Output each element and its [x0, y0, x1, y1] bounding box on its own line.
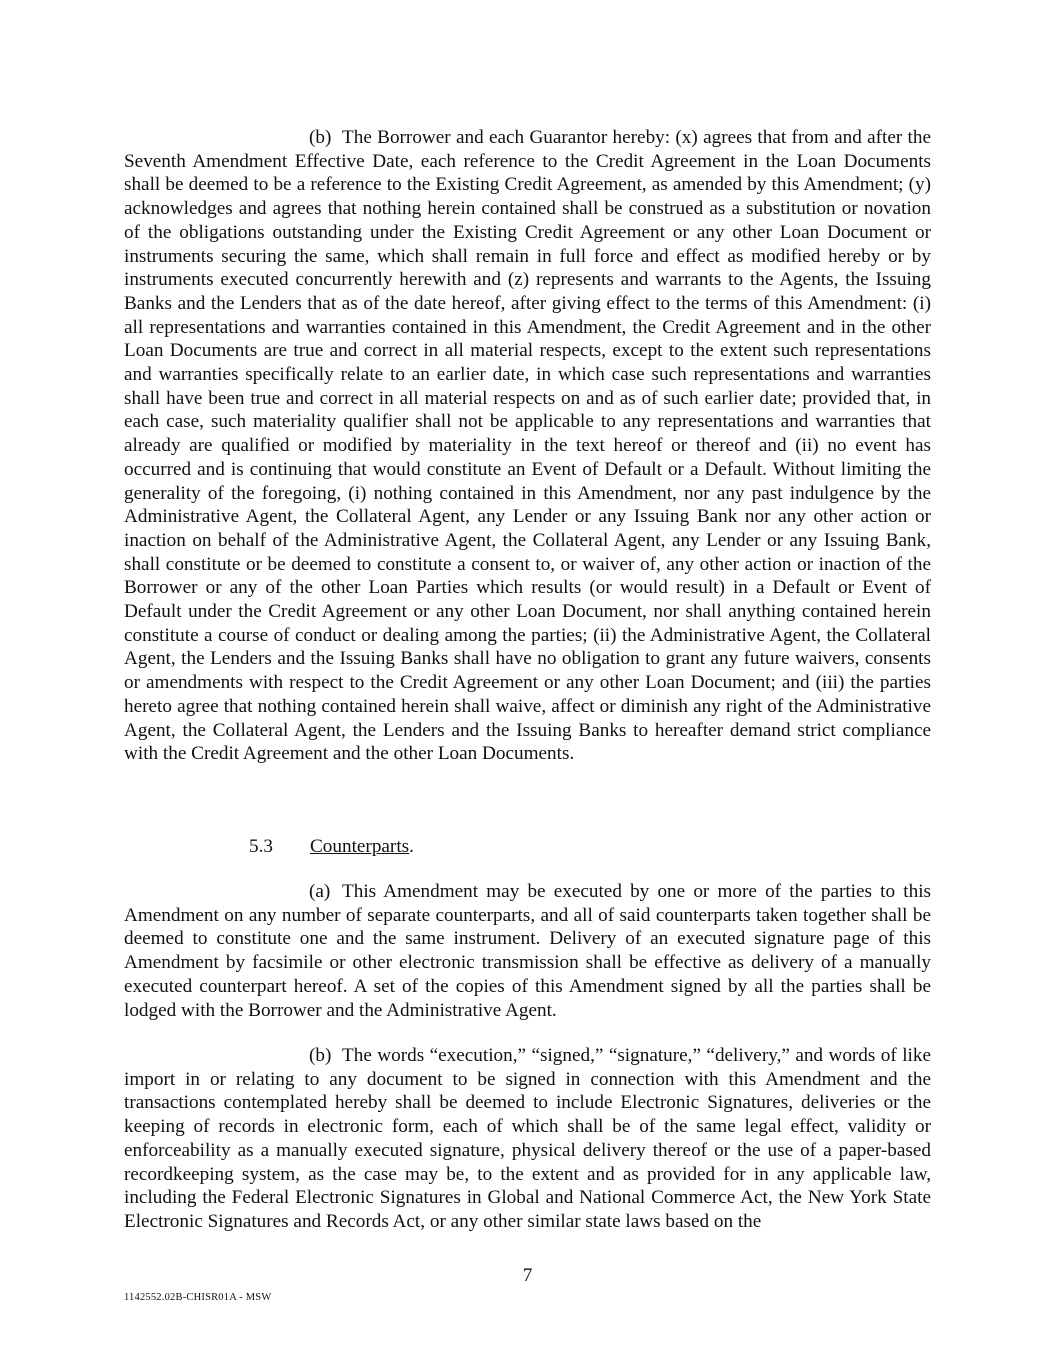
section-heading-counterparts: [249, 835, 414, 859]
section-title-suffix: .: [409, 836, 414, 857]
paragraph-text: The words “execution,” “signed,” “signature,” “delivery,” and words of like import in or relating to any document to be signed in connection with this Amendment and the transactions contemplated hereby shall be deemed to include Electronic Signatures, deliveries or the keeping of records in electronic form, each of which shall be of the same legal effect, validity or enforceability as a manually executed signature, physical delivery thereof or the use of a paper-based recordkeeping system, as the case may be, to the extent and as provided for in any applicable law, including the Federal Electronic Signatures in Global and National Commerce Act, the New York State Electronic Signatures and Records Act, or any other similar state laws based on the: [124, 1045, 931, 1232]
paragraph-a-counterparts: [124, 880, 931, 1022]
paragraph-label: (a): [309, 881, 331, 902]
section-title: Counterparts: [310, 836, 410, 857]
document-footer-id: 1142552.02B-CHISR01A - MSW: [124, 1292, 272, 1303]
page-number: 7: [522, 1265, 533, 1286]
paragraph-b-amendment-effect: [124, 126, 931, 766]
section-number: 5.3: [249, 836, 273, 857]
paragraph-label: (b): [309, 1045, 332, 1066]
paragraph-b-electronic-signatures: [124, 1044, 931, 1234]
paragraph-text: This Amendment may be executed by one or more of the parties to this Amendment on any number of separate counterparts, and all of said counterparts taken together shall be deemed to constitute one and the same instrument. Delivery of an executed signature page of this Amendment by facsimile or other electronic transmission shall be effective as delivery of a manually executed counterpart hereof. A set of the copies of this Amendment signed by all the parties shall be lodged with the Borrower and the Administrative Agent.: [124, 881, 931, 1021]
paragraph-text: The Borrower and each Guarantor hereby: (x) agrees that from and after the Seventh Amendment Effective Date, each reference to the Credit Agreement in the Loan Documents shall be deemed to be a reference to the Existing Credit Agreement, as amended by this Amendment; (y) acknowledges and agrees that nothing herein contained shall be construed as a substitution or novation of the obligations outstanding under the Existing Credit Agreement or any other Loan Document or instruments securing the same, which shall remain in full force and effect as modified hereby or by instruments executed concurrently herewith and (z) represents and warrants to the Agents, the Issuing Banks and the Lenders that as of the date hereof, after giving effect to the terms of this Amendment: (i) all representations and warranties contained in this Amendment, the Credit Agreement and in the other Loan Documents are true and correct in all material respects, except to the extent such representations and warranties specifically relate to an earlier date, in which case such representations and warranties shall have been true and correct in all material respects on and as of such earlier date; provided that, in each case, such materiality qualifier shall not be applicable to any representations and warranties that already are qualified or modified by materiality in the text hereof or thereof and (ii) no event has occurred and is continuing that would constitute an Event of Default or a Default. Without limiting the generality of the foregoing, (i) nothing contained in this Amendment, nor any past indulgence by the Administrative Agent, the Collateral Agent, any Lender or any Issuing Bank nor any other action or inaction on behalf of the Administrative Agent, the Collateral Agent, any Lender or any Issuing Bank, shall constitute or be deemed to constitute a consent to, or waiver of, any other action or inaction of the Borrower or any of the other Loan Parties which results (or would result) in a Default or Event of Default under the Credit Agreement or any other Loan Document, nor shall anything contained herein constitute a course of conduct or dealing among the parties; (ii) the Administrative Agent, the Collateral Agent, the Lenders and the Issuing Banks shall have no obligation to grant any future waivers, consents or amendments with respect to the Credit Agreement or any other Loan Document; and (iii) the parties hereto agree that nothing contained herein shall waive, affect or diminish any right of the Administrative Agent, the Collateral Agent, the Lenders and the Issuing Banks to hereafter demand strict compliance with the Credit Agreement and the other Loan Documents.: [124, 127, 931, 765]
paragraph-label: (b): [309, 127, 332, 148]
